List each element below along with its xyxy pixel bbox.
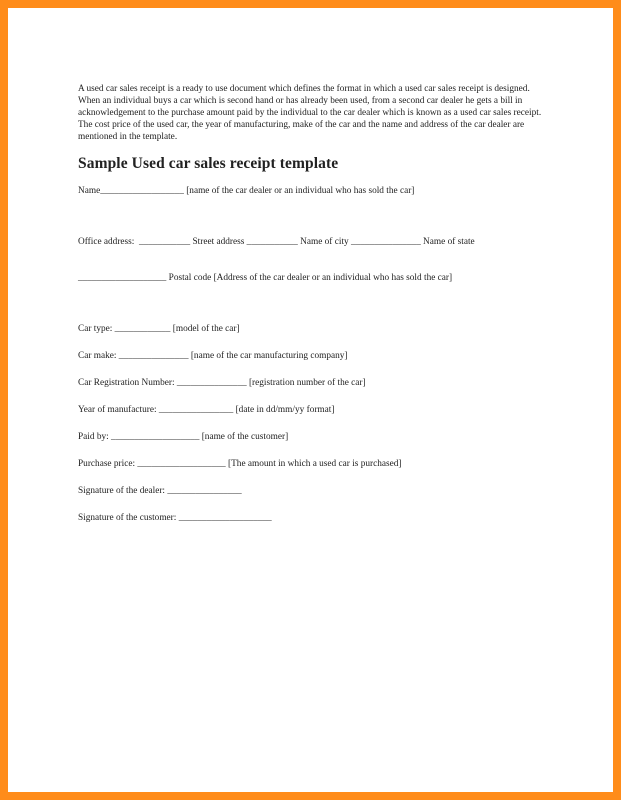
office-address-line-2: ___________________ Postal code [Address of the car dealer or an individual who has sold the car] xyxy=(78,273,453,283)
document-content xyxy=(78,83,548,524)
office-address-line-1: Office address: ___________ Street address ___________ Name of city _______________ Name of state xyxy=(78,237,475,247)
field-car-type: Car type: ____________ [model of the car] xyxy=(78,324,240,334)
field-customer-signature: Signature of the customer: ____________________ xyxy=(78,513,272,523)
field-car-make: Car make: _______________ [name of the car manufacturing company] xyxy=(78,351,348,361)
document-page xyxy=(8,8,613,792)
field-year-of-manufacture: Year of manufacture: ________________ [date in dd/mm/yy format] xyxy=(78,405,335,415)
field-dealer-signature: Signature of the dealer: ________________ xyxy=(78,486,242,496)
intro-paragraph: A used car sales receipt is a ready to use document which defines the format in which a used car sales receipt is designed. When an individual buys a car which is second hand or has already been used, from a second car dealer he gets a bill in acknowledgement to the purchase amount paid by the individual to the car dealer which is known as a used car sales receipt. The cost price of the used car, the year of manufacturing, make of the car and the name and address of the car dealer are mentioned in the template. xyxy=(78,84,542,142)
field-registration-number: Car Registration Number: _______________ [registration number of the car] xyxy=(78,378,366,388)
document-title: Sample Used car sales receipt template xyxy=(78,155,339,172)
field-paid-by: Paid by: ___________________ [name of the customer] xyxy=(78,432,289,442)
field-office-address xyxy=(78,212,548,308)
field-name: Name__________________ [name of the car dealer or an individual who has sold the car] xyxy=(78,186,415,196)
receipt-fields xyxy=(78,185,548,524)
field-purchase-price: Purchase price: ___________________ [The amount in which a used car is purchased] xyxy=(78,459,402,469)
